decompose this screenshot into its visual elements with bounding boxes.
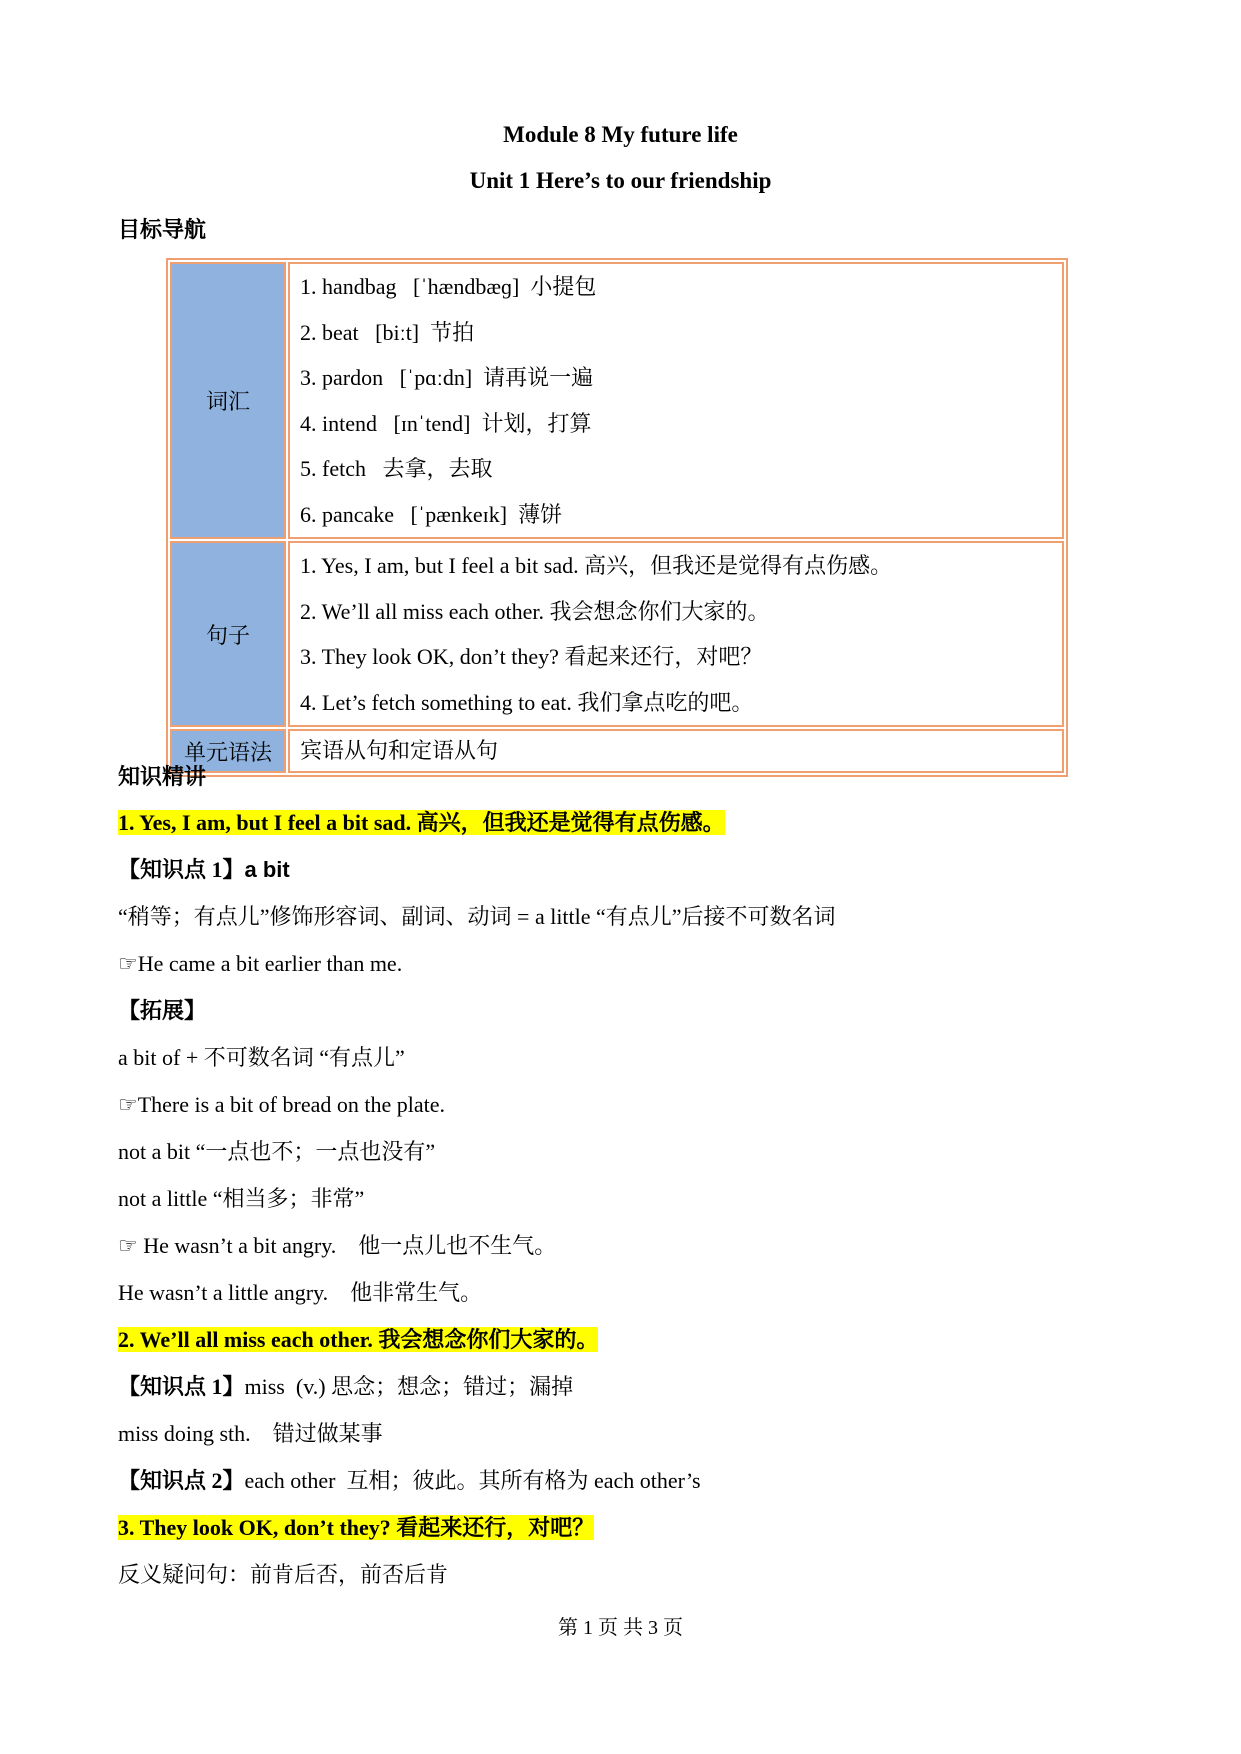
knowledge-point-label: 【知识点 2】	[118, 1468, 245, 1493]
extension-label: 【拓展】	[118, 998, 207, 1023]
page-footer: 第 1 页 共 3 页	[558, 1617, 683, 1639]
highlight-sentence-2: 2. We’ll all miss each other. 我会想念你们大家的。	[118, 1327, 599, 1352]
example-text: He wasn’t a little angry. 他非常生气。	[118, 1280, 483, 1305]
knowledge-point-label: 【知识点 1】	[118, 857, 245, 882]
grammar-note: 反义疑问句：前肯后否，前否后肯	[118, 1562, 449, 1587]
knowledge-point-text: each other 互相；彼此。其所有格为 each other’s	[244, 1468, 701, 1493]
knowledge-heading: 知识精讲	[118, 764, 207, 789]
goals-table	[166, 258, 1068, 777]
extension-text: not a bit “一点也不；一点也没有”	[118, 1139, 436, 1164]
sentence-item: 1. Yes, I am, but I feel a bit sad. 高兴，但我还是觉得有点伤感。	[300, 553, 893, 578]
vocab-item: 2. beat [biːt] 节拍	[300, 319, 475, 345]
vocab-item: 4. intend [ɪnˈtend] 计划，打算	[300, 410, 592, 436]
highlight-sentence-1: 1. Yes, I am, but I feel a bit sad. 高兴，但我还是觉得有点伤感。	[118, 810, 725, 835]
module-title: Module 8 My future life	[503, 122, 738, 147]
unit-title: Unit 1 Here’s to our friendship	[469, 168, 772, 193]
vocab-row	[170, 262, 1064, 539]
example-text: ☞There is a bit of bread on the plate.	[118, 1092, 445, 1117]
vocab-item: 6. pancake [ˈpænkeɪk] 薄饼	[300, 501, 563, 527]
sentence-label: 句子	[170, 541, 286, 727]
grammar-cell	[288, 729, 1064, 773]
grammar-label: 单元语法	[170, 729, 286, 773]
sentence-item: 2. We’ll all miss each other. 我会想念你们大家的。	[300, 598, 770, 624]
example-text: ☞He came a bit earlier than me.	[118, 951, 403, 976]
vocab-item: 1. handbag [ˈhændbæɡ] 小提包	[300, 274, 597, 299]
sentence-row	[170, 541, 1064, 727]
sentence-item: 4. Let’s fetch something to eat. 我们拿点吃的吧。	[300, 689, 754, 715]
goals-heading: 目标导航	[118, 217, 207, 242]
knowledge-point-term: a bit	[244, 857, 290, 882]
vocab-item: 5. fetch 去拿，去取	[300, 456, 493, 481]
sentence-cell	[288, 541, 1064, 727]
extension-text: not a little “相当多；非常”	[118, 1186, 365, 1211]
vocab-item: 3. pardon [ˈpɑːdn] 请再说一遍	[300, 365, 594, 390]
vocab-cell	[288, 262, 1064, 539]
vocab-label: 词汇	[170, 262, 286, 539]
knowledge-point-text: miss (v.) 思念；想念；错过；漏掉	[244, 1374, 574, 1399]
definition-text: “稍等；有点儿”修饰形容词、副词、动词 = a little “有点儿”后接不可数名词	[118, 904, 836, 929]
sentence-item: 3. They look OK, don’t they? 看起来还行，对吧？	[300, 644, 763, 669]
grammar-value: 宾语从句和定语从句	[300, 738, 499, 763]
highlight-sentence-3: 3. They look OK, don’t they? 看起来还行，对吧？	[118, 1515, 595, 1540]
extension-text: a bit of + 不可数名词 “有点儿”	[118, 1045, 405, 1070]
extension-text: miss doing sth. 错过做某事	[118, 1421, 383, 1446]
grammar-row	[170, 729, 1064, 773]
knowledge-point-label: 【知识点 1】	[118, 1374, 245, 1399]
example-text: ☞ He wasn’t a bit angry. 他一点儿也不生气。	[118, 1233, 557, 1258]
